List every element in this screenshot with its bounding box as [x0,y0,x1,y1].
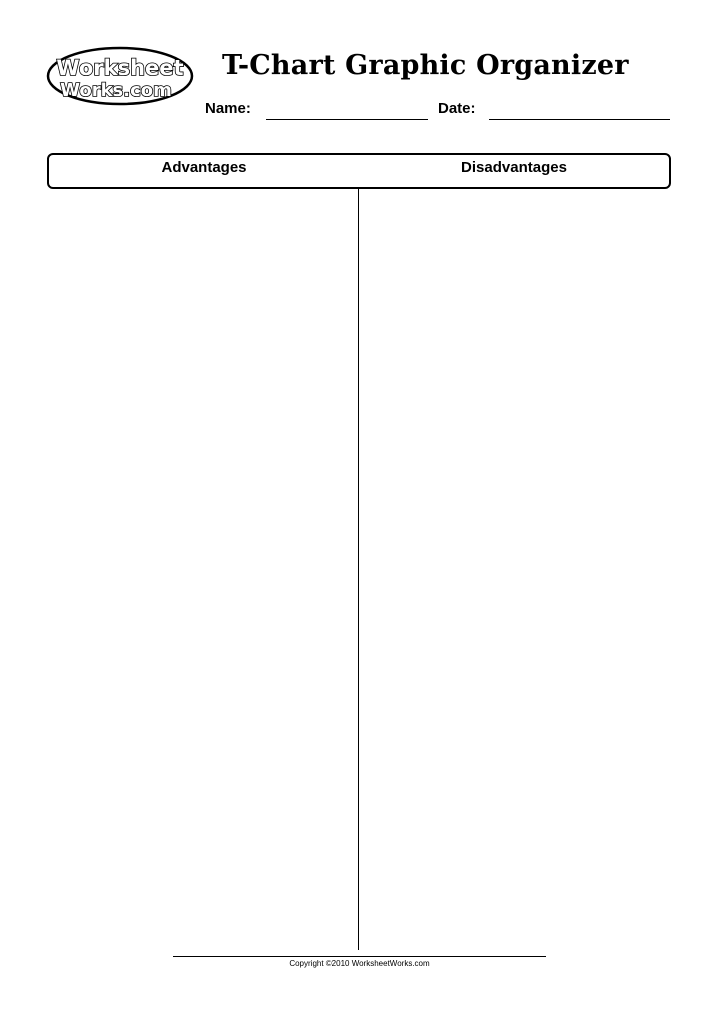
name-label: Name: [205,100,251,117]
column-header-disadvantages: Disadvantages [461,159,567,176]
name-field[interactable] [266,119,428,120]
logo-line-2: Works.com [60,80,172,101]
logo-line-1: Worksheet [56,56,184,80]
t-chart-divider [358,187,359,950]
worksheetworks-logo [46,46,194,106]
column-header-advantages: Advantages [161,159,247,176]
footer-rule [173,956,546,957]
date-label: Date: [438,100,476,117]
date-field[interactable] [489,119,670,120]
copyright-notice: Copyright ©2010 WorksheetWorks.com [289,959,430,968]
page-title: T-Chart Graphic Organizer [222,50,629,81]
logo-graphic [46,46,194,106]
